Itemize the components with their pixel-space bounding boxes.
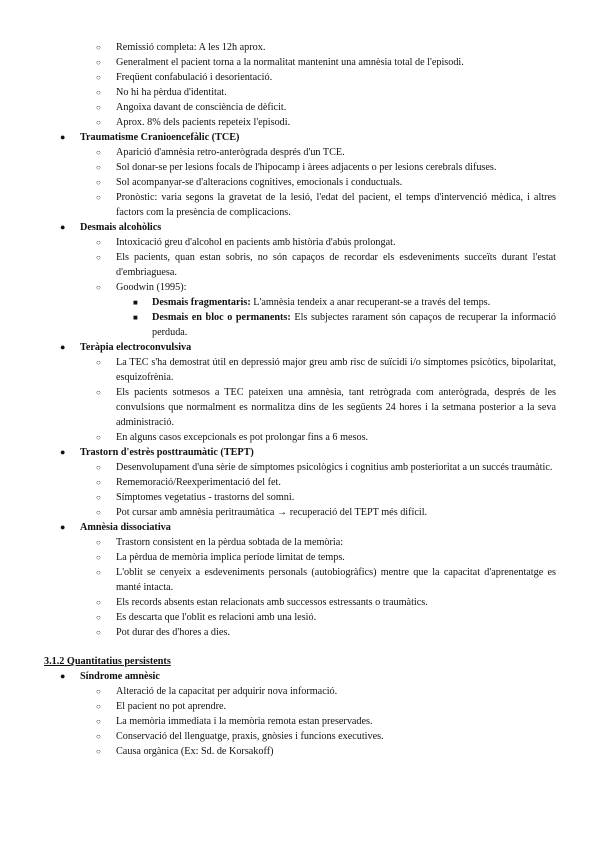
sub-list-item: ■ Desmais en bloc o permanents: Els subjectes rarament són capaços de recuperar la informació perduda. (133, 312, 556, 338)
list-item: ○ Intoxicació greu d'alcohol en pacients amb història d'abús prolongat. (96, 237, 396, 248)
list-item: ○ Generalment el pacient torna a la normalitat mantenint una amnèsia total de l'episodi. (96, 57, 464, 68)
disc-bullet-icon: ● (60, 447, 66, 457)
list-item: ○ No hi ha pèrdua d'identitat. (96, 87, 227, 98)
group-title-sindrome: ● Síndrome amnèsic (60, 671, 160, 682)
circle-bullet-icon: ○ (96, 568, 101, 577)
group-list-tce (0, 145, 600, 220)
list-item: ○ Es descarta que l'oblit es relacioni amb una lesió. (96, 612, 317, 623)
section-heading: 3.1.2 Quantitatius persistents (44, 656, 171, 667)
circle-bullet-icon: ○ (96, 717, 101, 726)
group-list-dissociativa (0, 535, 600, 640)
circle-bullet-icon: ○ (96, 508, 101, 517)
group-title-tec: ● Teràpia electroconvulsiva (60, 342, 192, 353)
circle-bullet-icon: ○ (96, 613, 101, 622)
list-item: ○ Trastorn consistent en la pèrdua sobtada de la memòria: (96, 537, 344, 548)
list-item: ○ El pacient no pot aprendre. (96, 701, 227, 712)
circle-bullet-icon: ○ (96, 58, 101, 67)
sub-list-item: ■ Desmais fragmentaris: L'amnèsia tendeix a anar recuperant-se a través del temps. (133, 297, 491, 308)
list-item: ○ Els pacients, quan estan sobris, no són capaços de recordar els esdeveniments succeïts durant l'estat d'embriaguesa. (96, 252, 556, 278)
group-list-desmais (0, 235, 600, 340)
circle-bullet-icon: ○ (96, 43, 101, 52)
list-item: ○ Els pacients sotmesos a TEC pateixen una amnèsia, tant retrògrada com anterògrada, després de les convulsions que normalment es normalitza dins de les següents 24 hores i la setmana posterior a la seva administració. (96, 387, 556, 428)
list-item: ○ Pronòstic: varia segons la gravetat de la lesió, l'edat del pacient, el temps d'intervenció mèdica, i altres factors com la presència de complicacions. (96, 192, 556, 218)
circle-bullet-icon: ○ (96, 238, 101, 247)
list-item: ○ La pèrdua de memòria implica període limitat de temps. (96, 552, 345, 563)
circle-bullet-icon: ○ (96, 253, 101, 262)
circle-bullet-icon: ○ (96, 283, 101, 292)
circle-bullet-icon: ○ (96, 178, 101, 187)
circle-bullet-icon: ○ (96, 88, 101, 97)
list-item: ○ Sol donar-se per lesions focals de l'hipocamp i àrees adjacents o per lesions cerebrals difuses. (96, 162, 497, 173)
list-item: ○ Pot durar des d'hores a dies. (96, 627, 230, 638)
list-item: ○ Sol acompanyar-se d'alteracions cognitives, emocionals i conductuals. (96, 177, 403, 188)
list-item: ○ Aparició d'amnèsia retro-anterògrada després d'un TCE. (96, 147, 345, 158)
list-item: ○ Pot cursar amb amnèsia peritraumàtica → recuperació del TEPT més difícil. (96, 507, 428, 518)
list-item: ○ Aprox. 8% dels pacients repeteix l'episodi. (96, 117, 291, 128)
list-item: ○ Símptomes vegetatius - trastorns del somni. (96, 492, 295, 503)
circle-bullet-icon: ○ (96, 103, 101, 112)
list-item: ○ Angoixa davant de consciència de dèficit. (96, 102, 287, 113)
group-title-tept: ● Trastorn d'estrès posttraumàtic (TEPT) (60, 447, 254, 458)
group-list-tept (0, 460, 600, 520)
disc-bullet-icon: ● (60, 522, 66, 532)
circle-bullet-icon: ○ (96, 193, 101, 202)
list-item: ○ Desenvolupament d'una sèrie de símptomes psicològics i cognitius amb posterioritat a un succés traumàtic. (96, 462, 553, 473)
list-item: ○ Rememoració/Reexperimentació del fet. (96, 477, 281, 488)
circle-bullet-icon: ○ (96, 433, 101, 442)
document-page (0, 40, 600, 759)
list-item: ○ En alguns casos excepcionals es pot prolongar fins a 6 mesos. (96, 432, 369, 443)
list-item: ○ La TEC s'ha demostrat útil en depressió major greu amb risc de suïcidi i/o símptomes psicòtics, bipolaritat, esquizofrènia. (96, 357, 556, 383)
list-item: ○ Causa orgànica (Ex: Sd. de Korsakoff) (96, 746, 274, 757)
circle-bullet-icon: ○ (96, 538, 101, 547)
top-list (0, 40, 600, 130)
disc-bullet-icon: ● (60, 342, 66, 352)
circle-bullet-icon: ○ (96, 358, 101, 367)
list-item: ○ La memòria immediata i la memòria remota estan preservades. (96, 716, 373, 727)
circle-bullet-icon: ○ (96, 148, 101, 157)
circle-bullet-icon: ○ (96, 598, 101, 607)
circle-bullet-icon: ○ (96, 388, 101, 397)
group-list-tec (0, 355, 600, 445)
circle-bullet-icon: ○ (96, 163, 101, 172)
list-item: ○ L'oblit se cenyeix a esdeveniments personals (autobiogràfics) mentre que la capacitat d'aprenentatge es manté intacta. (96, 567, 556, 593)
circle-bullet-icon: ○ (96, 118, 101, 127)
list-item: ○ Alteració de la capacitat per adquirir nova informació. (96, 686, 338, 697)
group-list-sindrome (0, 684, 600, 759)
circle-bullet-icon: ○ (96, 628, 101, 637)
disc-bullet-icon: ● (60, 132, 66, 142)
list-item: ○ Goodwin (1995): (96, 282, 187, 293)
list-item: ○ Els records absents estan relacionats amb successos estressants o traumàtics. (96, 597, 428, 608)
group-title-dissociativa: ● Amnèsia dissociativa (60, 522, 171, 533)
list-item: ○ Freqüent confabulació i desorientació. (96, 72, 273, 83)
circle-bullet-icon: ○ (96, 687, 101, 696)
circle-bullet-icon: ○ (96, 732, 101, 741)
group-title-tce: ● Traumatisme Cranioencefàlic (TCE) (60, 132, 240, 143)
square-bullet-icon: ■ (133, 313, 138, 322)
disc-bullet-icon: ● (60, 671, 66, 681)
circle-bullet-icon: ○ (96, 463, 101, 472)
circle-bullet-icon: ○ (96, 702, 101, 711)
circle-bullet-icon: ○ (96, 747, 101, 756)
square-bullet-icon: ■ (133, 298, 138, 307)
group-title-desmais: ● Desmais alcohòlics (60, 222, 162, 233)
list-item: ○ Remissió completa: A les 12h aprox. (96, 42, 266, 53)
circle-bullet-icon: ○ (96, 493, 101, 502)
circle-bullet-icon: ○ (96, 478, 101, 487)
list-item: ○ Conservació del llenguatge, praxis, gnòsies i funcions executives. (96, 731, 384, 742)
circle-bullet-icon: ○ (96, 73, 101, 82)
circle-bullet-icon: ○ (96, 553, 101, 562)
disc-bullet-icon: ● (60, 222, 66, 232)
